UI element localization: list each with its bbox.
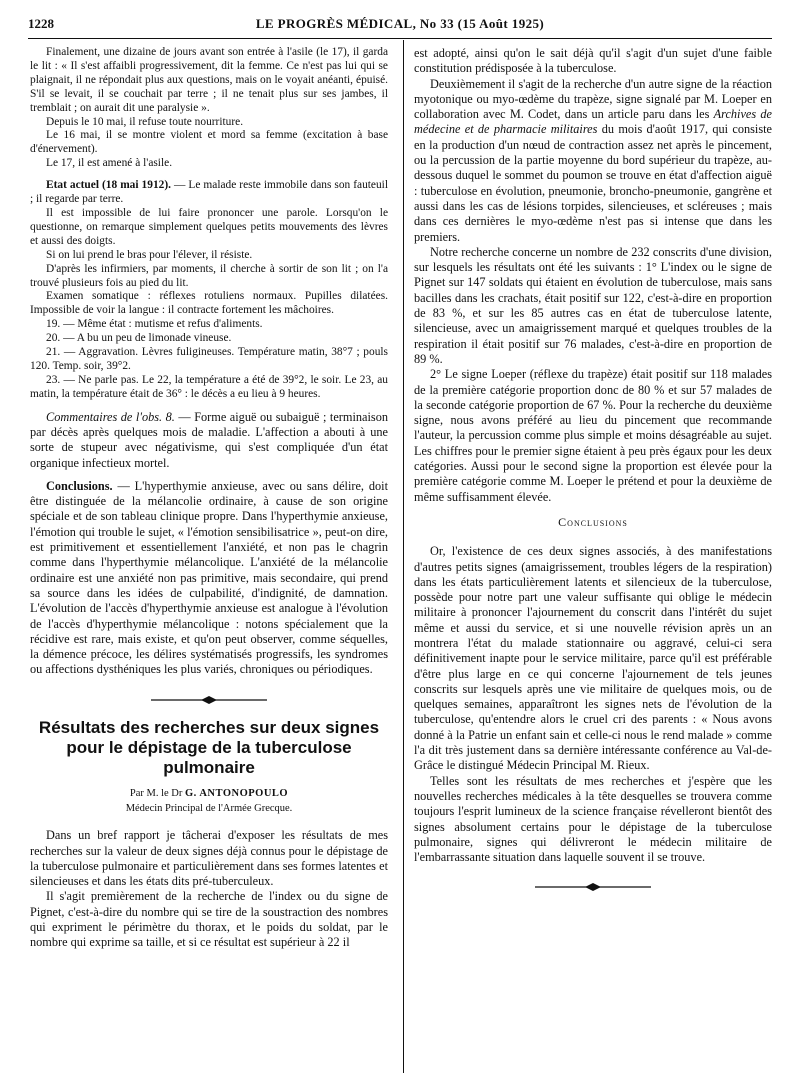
- case-paragraph: Finalement, une dizaine de jours avant son entrée à l'asile (le 17), il garda le lit : « Il s'est affaibli progressivement, dit la femme. Ce n'est pas lui qui se plaignait, il ne répondait plus aux questions, mais on le voyait anéanti, épuisé. S'il se levait, il se couchait par terre ; il ne tenait plus sur ses jambes, il tremblait ; on aurait dit une paralysie ».: [30, 46, 388, 114]
- observation-line: Il est impossible de lui faire prononcer une parole. Lorsqu'on le questionne, on remarque simplement quelques petits mouvements des lèvres et aussi des doigts.: [30, 206, 388, 247]
- observation-line: 21. — Aggravation. Lèvres fuligineuses. Température matin, 38°7 ; pouls 120. Temp. soir, 39°2.: [30, 346, 388, 372]
- ornament-divider: [414, 881, 772, 891]
- author-name: G. ANTONOPOULO: [185, 787, 289, 799]
- header-rule: [28, 38, 772, 39]
- article-paragraph: Il s'agit premièrement de la recherche de l'index ou du signe de Pignet, c'est-à-dire du nombre qui se tire de la soustraction des nombres qui expriment le périmètre du thorax, et le poids du soldat, par le nombre qui exprime sa taille, et si ce résultat est supérieur à 22 il: [30, 889, 388, 950]
- journal-title: LE PROGRÈS MÉDICAL, No 33 (15 Août 1925): [255, 16, 545, 31]
- observation-line: Examen somatique : réflexes rotuliens normaux. Pupilles dilatées. Impossible de voir la langue : il contracte fortement les mâchoires.: [30, 290, 388, 317]
- running-header: [28, 14, 772, 36]
- results-paragraph: Notre recherche concerne un nombre de 232 conscrits d'une division, sur lesquels les résultats ont été les suivants : 1° L'index ou le signe de Pignet sur 147 soldats qui étaient en évolution de tuberculose, mais sans bacilles dans les crachats, était positif sur 122, c'est-à-dire en proportion de 83 %, et sur les 85 autres cas en état de tuberculose latente, silencieuse, avec un amaigrissement marqué et quelques troubles de la respiration il était positif sur 76 malades, c'est-à-dire en proportion de 89 %.: [414, 244, 772, 366]
- commentaires-label: Commentaires de l'obs. 8.: [46, 409, 175, 424]
- observation-line: D'après les infirmiers, par moments, il cherche à sortir de son lit ; on l'a trouvé plusieurs fois au pied du lit.: [30, 262, 388, 289]
- continuation-paragraph: est adopté, ainsi qu'on le sait déjà qu'il s'agit d'un sujet d'une faible constitution prédisposée à la tuberculose.: [414, 46, 772, 76]
- case-paragraph: Depuis le 10 mai, il refuse toute nourriture.: [46, 115, 244, 128]
- conclusions-label: Conclusions.: [46, 478, 113, 493]
- left-column: [30, 46, 388, 951]
- page-number: 1228: [28, 16, 54, 31]
- case-paragraph: Le 16 mai, il se montre violent et mord sa femme (excitation à base d'énervement).: [30, 129, 388, 156]
- article-title: Résultats des recherches sur deux signes pour le dépistage de la tuberculose pulmonaire: [38, 717, 380, 777]
- etat-actuel-label: Etat actuel (18 mai 1912).: [46, 179, 171, 192]
- observation-line: Si on lui prend le bras pour l'élever, il résiste.: [46, 248, 253, 261]
- conclusions-text: — L'hyperthymie anxieuse, avec ou sans délire, doit être distinguée de la mélancolie ordinaire, à cause de son origine spéciale et de son tableau clinique propre. Dans l'hyperthymie anxieuse, l'émotion qui trouble le sujet, « l'émotion sensibilisatrice », peut-on dire, est primitivement et essentiellement l'anxiété, et non pas le chagrin comme dans l'hyperthymie mélancolique. L'anxiété de la mélancolie ordinaire est une anxiété non pas primitive, mais secondaire, qui prend sa source dans les idées de culpabilité, d'indignité, de damnation. L'évolution de l'accès d'hyperthymie anxieuse est analogue à l'évolution de l'accès d'hyperthymie mélancolique : notons spécialement que la récidive est rare, mais existe, et qu'on peut observer, comme séquelles, la démence précoce, les délires systématisés progressifs, les syndromes ou affections dysthéniques les plus variés, chroniques ou périodiques.: [30, 478, 388, 677]
- conclusion-paragraph: Or, l'existence de ces deux signes associés, à des manifestations d'autres petits signes (amaigrissement, troubles légers de la respiration) dans les états particulièrement latents et silencieux de la tuberculose, possède pour notre part une valeur suffisante qui oblige le médecin militaire à prononcer l'ajournement du conscrit dans l'intérêt du sujet même et aussi du service, et si une nouvelle révision après un an montrera l'état du malade stationnaire ou aggravé, celui-ci sera définitivement inapte pour le service militaire, parce qu'il est préférable d'être plus large en ce qui concerne l'ajournement de tels jeunes conscrits sur lesquels après une vie militaire de quelques mois, ou de quelques semaines, apparaîtront les signes nets de l'évolution de la tuberculose, qu'entendre alors le cruel cri des parents : « Nous avons donné à la Patrie un enfant sain et celle-ci nous le rend malade » comme l'a dit très justement dans sa dernière intéressante conférence au Val-de-Grâce le distingué Médecin Principal M. Rieux.: [414, 544, 772, 773]
- conclusions-paragraph: [30, 479, 388, 678]
- case-notes: [30, 46, 388, 402]
- right-column: [414, 46, 772, 903]
- section-heading: Conclusions: [558, 514, 628, 529]
- observation-line: 19. — Même état : mutisme et refus d'aliments.: [46, 318, 263, 331]
- ornament-rule-icon: [533, 882, 653, 892]
- case-paragraph: Le 17, il est amené à l'asile.: [46, 157, 173, 170]
- article-paragraph: Dans un bref rapport je tâcherai d'exposer les résultats de mes recherches sur la valeur de deux signes déjà connus pour le dépistage de la tuberculose pulmonaire et particulièrement dans ses formes latentes et silencieuses et dans les états dits pré-tuberculeux.: [30, 828, 388, 889]
- etat-actuel-paragraph: [30, 179, 388, 207]
- observation-line: 23. — Ne parle pas. Le 22, la température a été de 39°2, le soir. Le 23, au matin, la température était de 36° : le décès a eu lieu à 9 heures.: [30, 373, 388, 400]
- ornament-rule-icon: [149, 695, 269, 705]
- commentaires-paragraph: [30, 410, 388, 471]
- observation-line: 20. — A bu un peu de limonade vineuse.: [46, 332, 232, 345]
- byline-prefix: Par M. le Dr: [129, 787, 183, 799]
- journal-reference: Archives de médecine et de pharmacie militaires: [414, 107, 772, 137]
- byline: [30, 786, 388, 801]
- etat-actuel-text: — Le malade reste immobile dans son fauteuil ; il regarde par terre.: [30, 179, 389, 206]
- commentaires-text: — Forme aiguë ou subaiguë ; terminaison par décès après quelques mois de maladie. L'affection a abouti à une sorte de stupeur avec négativisme, qui s'est compliquée d'un état organique infectieux mortel.: [30, 409, 388, 470]
- author-affiliation: Médecin Principal de l'Armée Grecque.: [125, 803, 293, 814]
- column-divider: [403, 40, 404, 1073]
- ornament-divider: [30, 694, 388, 704]
- results-paragraph-2: 2° Le signe Loeper (réflexe du trapèze) était positif sur 118 malades de la première catégorie proportion donc de 80 % et sur 57 malades de la seconde catégorie proportion de 67 %. Pour la recherche du deuxième signe, nous avons préféré au lieu du pincement que recommande l'auteur, la percussion comme plus simple et moins désagréable au sujet. Les chiffres pour le premier signe étaient à peu près égaux pour les deux catégories. Aussi pour le second signe la proportion est élevée pour la première catégorie comme M. Loeper le prétend et pour la deuxième de même suffisamment élevée.: [414, 367, 772, 504]
- final-paragraph: Telles sont les résultats de mes recherches et j'espère que les nouvelles recherches médicales à la tête desquelles se trouvera comme toujours l'esprit lumineux de la science française révelleront bientôt des signes absolument certains pour le dépistage de la tuberculose pulmonaire, signes qui délivreront le médecin militaire de l'embarrassante situation dans laquelle souvent il se trouve.: [414, 773, 772, 865]
- loeper-sign-paragraph: [414, 77, 772, 245]
- loeper-text-before: Deuxièmement il s'agit de la recherche d'un autre signe de la réaction myotonique ou myo-œdème du trapèze, signe signalé par M. Loeper en collaboration avec M. Codet, dans un article paru dans les: [414, 76, 772, 122]
- loeper-text-after: du mois d'août 1917, qui consiste en la production d'un nœud de contraction assez net après le pincement, ou la percussion de la partie moyenne du bord supérieur du trapèze, au-dessous duquel le sommet du poumon se trouve en état d'affection aiguë : tuberculose en évolution, pneumonie, broncho-pneumonie, gangrène et aussi dans les cas de lésions torpides, silencieuses, et scléreuses ; mais dans ces dernières le myo-œdème n'est pas si intense que dans les premiers.: [414, 122, 772, 244]
